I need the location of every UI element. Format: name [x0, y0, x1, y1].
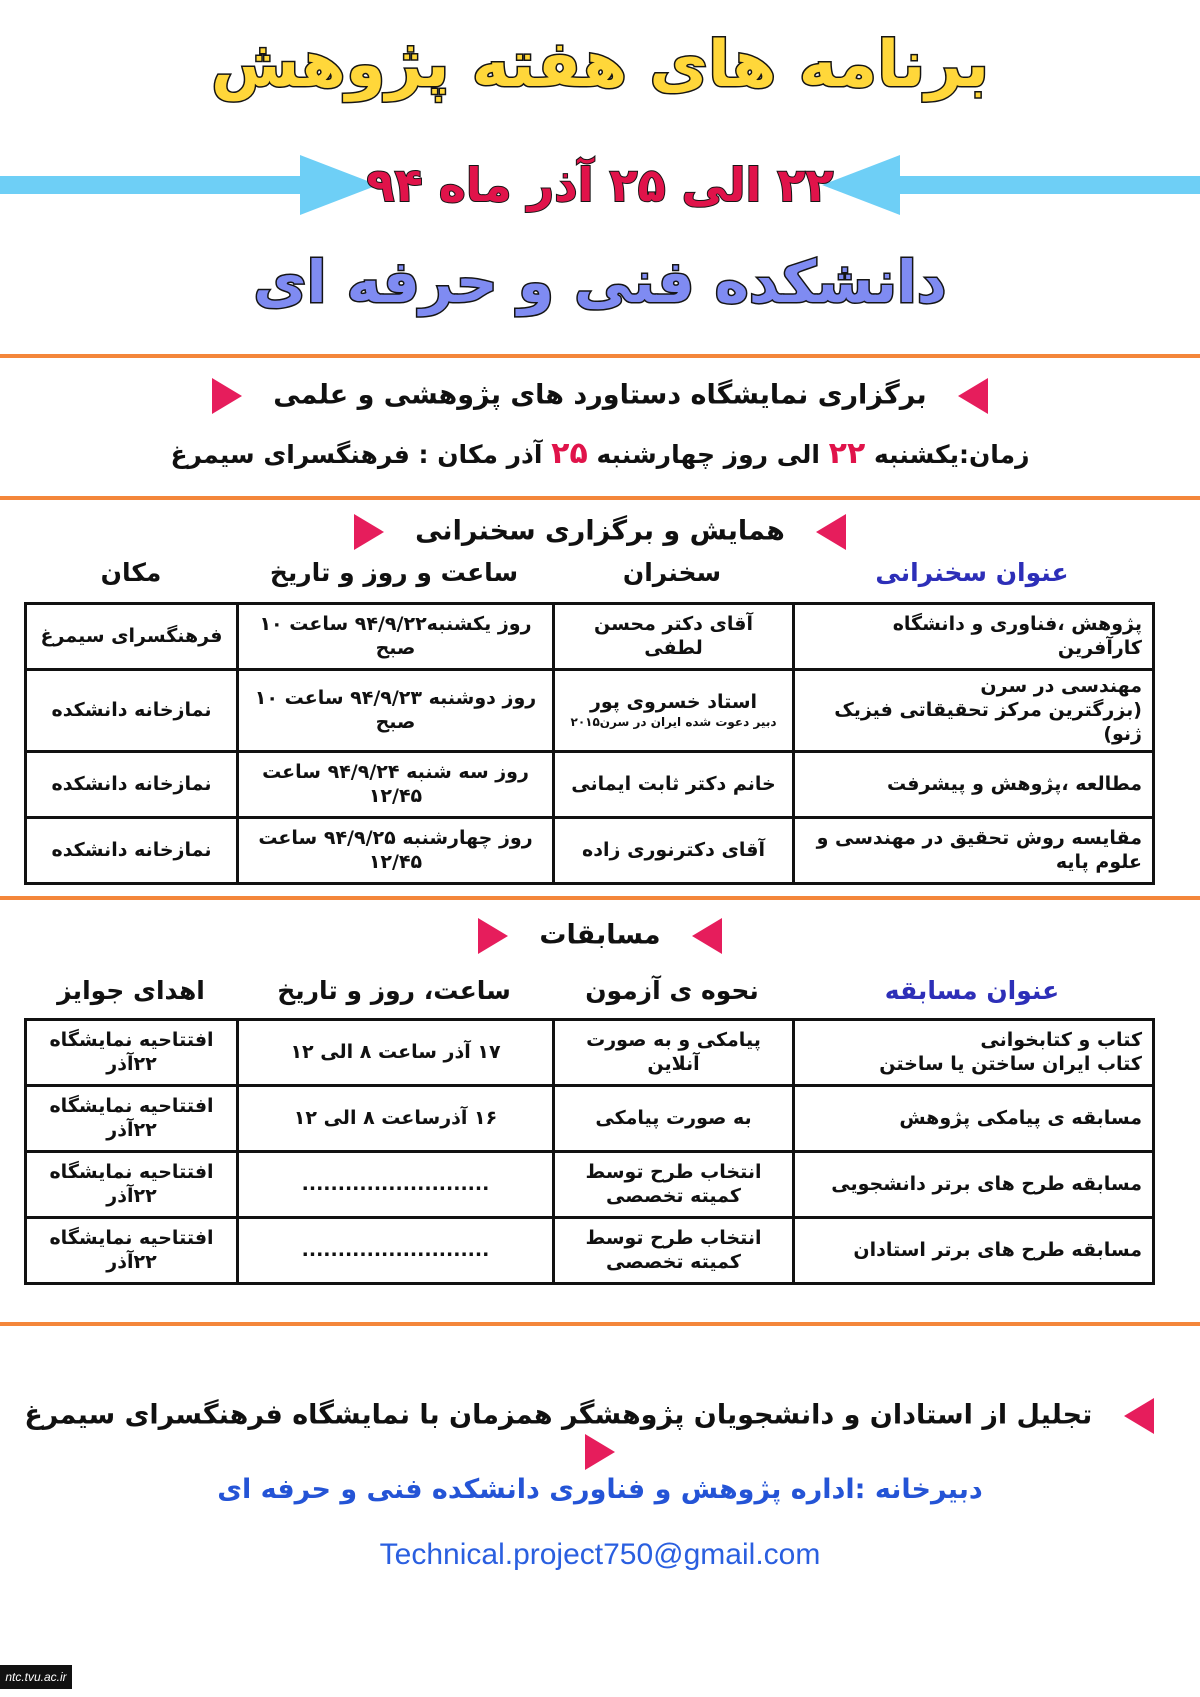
time-mid: الی روز چهارشنبه	[596, 440, 820, 469]
triangle-icon	[478, 918, 508, 954]
table-row	[26, 818, 1154, 884]
competition-time: ..........................	[238, 1218, 554, 1284]
lecture-speaker: آقای دکتر محسن لطفی	[554, 604, 794, 670]
lecture-speaker: استاد خسروی پور	[589, 691, 758, 714]
lecture-speaker-note: دبیر دعوت شده ایران در سرن۲۰۱۵	[570, 715, 777, 729]
competitions-col-time: ساعت، روز و تاریخ	[277, 976, 511, 1005]
page-title: برنامه های هفته پژوهش	[210, 28, 990, 102]
table-row	[26, 1218, 1154, 1284]
lecture-time: روز سه شنبه ۹۴/۹/۲۴ ساعت ۱۲/۴۵	[238, 752, 554, 818]
lecture-place: نمازخانه دانشکده	[26, 752, 238, 818]
lecture-title: مهندسی در سرن (بزرگترین مرکز تحقیقاتی فیزیک ژنو)	[794, 670, 1154, 752]
competitions-col-method: نحوه ی آزمون	[585, 976, 759, 1005]
divider	[0, 1322, 1200, 1326]
triangle-icon	[354, 514, 384, 550]
divider	[0, 496, 1200, 500]
lecture-time: روز دوشنبه ۹۴/۹/۲۳ ساعت ۱۰ صبح	[238, 670, 554, 752]
lectures-heading-text: همایش و برگزاری سخنرانی	[415, 515, 785, 547]
triangle-icon	[212, 378, 242, 414]
lectures-table	[24, 602, 1155, 885]
end-day: ۲۵	[551, 436, 588, 471]
triangle-icon	[585, 1434, 615, 1470]
competition-title: مسابقه ی پیامکی پژوهش	[794, 1086, 1154, 1152]
exhibition-heading-text: برگزاری نمایشگاه دستاورد های پژوهشی و علمی	[273, 379, 927, 411]
lecture-place: فرهنگسرای سیمرغ	[26, 604, 238, 670]
competition-time: ..........................	[238, 1152, 554, 1218]
exhibition-time-place	[0, 436, 1200, 471]
competition-method: پیامکی و به صورت آنلاین	[554, 1020, 794, 1086]
table-row	[26, 1152, 1154, 1218]
announcement	[0, 1398, 1200, 1470]
competition-method: انتخاب طرح توسط کمیته تخصصی	[554, 1218, 794, 1284]
lecture-speaker: آقای دکترنوری زاده	[554, 818, 794, 884]
competition-method: انتخاب طرح توسط کمیته تخصصی	[554, 1152, 794, 1218]
competition-title: مسابقه طرح های برتر دانشجویی	[794, 1152, 1154, 1218]
lecture-time: روز یکشنبه۹۴/۹/۲۲ ساعت ۱۰ صبح	[238, 604, 554, 670]
lecture-title: پژوهش ،فناوری و دانشگاه کارآفرین	[794, 604, 1154, 670]
lectures-col-speaker: سخنران	[622, 558, 722, 587]
competition-title: مسابقه طرح های برتر استادان	[794, 1218, 1154, 1284]
competition-time: ۱۷ آذر ساعت ۸ الی ۱۲	[238, 1020, 554, 1086]
competitions-heading-text: مسابقات	[539, 919, 661, 951]
secretariat: دبیرخانه :اداره پژوهش و فناوری دانشکده فنی و حرفه ای	[217, 1474, 983, 1505]
lecture-title: مطالعه ،پژوهش و پیشرفت	[794, 752, 1154, 818]
lectures-col-place: مکان	[100, 558, 162, 587]
time-prefix: زمان:یکشنبه	[874, 440, 1030, 469]
divider	[0, 896, 1200, 900]
college-name: دانشکده فنی و حرفه ای	[253, 248, 947, 316]
competitions-col-title: عنوان مسابقه	[884, 976, 1060, 1005]
lectures-col-time: ساعت و روز و تاریخ	[269, 558, 519, 587]
table-row	[26, 670, 1154, 752]
table-row	[26, 604, 1154, 670]
exhibition-heading	[0, 378, 1200, 414]
event-dates: ۲۲ الی ۲۵ آذر ماه ۹۴	[366, 158, 834, 212]
lecture-place: نمازخانه دانشکده	[26, 818, 238, 884]
lecture-place: نمازخانه دانشکده	[26, 670, 238, 752]
lectures-heading	[0, 514, 1200, 550]
site-watermark: ntc.tvu.ac.ir	[0, 1665, 72, 1689]
contact-email[interactable]: Technical.project750@gmail.com	[379, 1538, 821, 1571]
triangle-icon	[958, 378, 988, 414]
competition-prize: افتتاحیه نمایشگاه ۲۲آذر	[26, 1152, 238, 1218]
triangle-icon	[816, 514, 846, 550]
competition-prize: افتتاحیه نمایشگاه ۲۲آذر	[26, 1218, 238, 1284]
lectures-col-title: عنوان سخنرانی	[875, 558, 1069, 587]
competition-title: کتاب و کتابخوانی کتاب ایران ساختن یا ساختن	[794, 1020, 1154, 1086]
triangle-icon	[1124, 1398, 1154, 1434]
competition-time: ۱۶ آذرساعت ۸ الی ۱۲	[238, 1086, 554, 1152]
competition-method: به صورت پیامکی	[554, 1086, 794, 1152]
divider	[0, 354, 1200, 358]
competitions-heading	[0, 918, 1200, 954]
announcement-text: تجلیل از استادان و دانشجویان پژوهشگر همزمان با نمایشگاه فرهنگسرای سیمرغ	[24, 1399, 1093, 1431]
competitions-table	[24, 1018, 1155, 1285]
competition-prize: افتتاحیه نمایشگاه ۲۲آذر	[26, 1020, 238, 1086]
lecture-title: مقایسه روش تحقیق در مهندسی و علوم پایه	[794, 818, 1154, 884]
start-day: ۲۲	[828, 436, 866, 471]
lecture-speaker: خانم دکتر ثابت ایمانی	[554, 752, 794, 818]
lecture-speaker-cell	[554, 670, 794, 752]
lecture-time: روز چهارشنبه ۹۴/۹/۲۵ ساعت ۱۲/۴۵	[238, 818, 554, 884]
triangle-icon	[692, 918, 722, 954]
table-row	[26, 1020, 1154, 1086]
time-suffix: آذر مکان : فرهنگسرای سیمرغ	[170, 440, 543, 469]
table-row	[26, 1086, 1154, 1152]
competition-prize: افتتاحیه نمایشگاه ۲۲آذر	[26, 1086, 238, 1152]
table-row	[26, 752, 1154, 818]
competitions-col-prize: اهدای جوایز	[57, 976, 205, 1005]
